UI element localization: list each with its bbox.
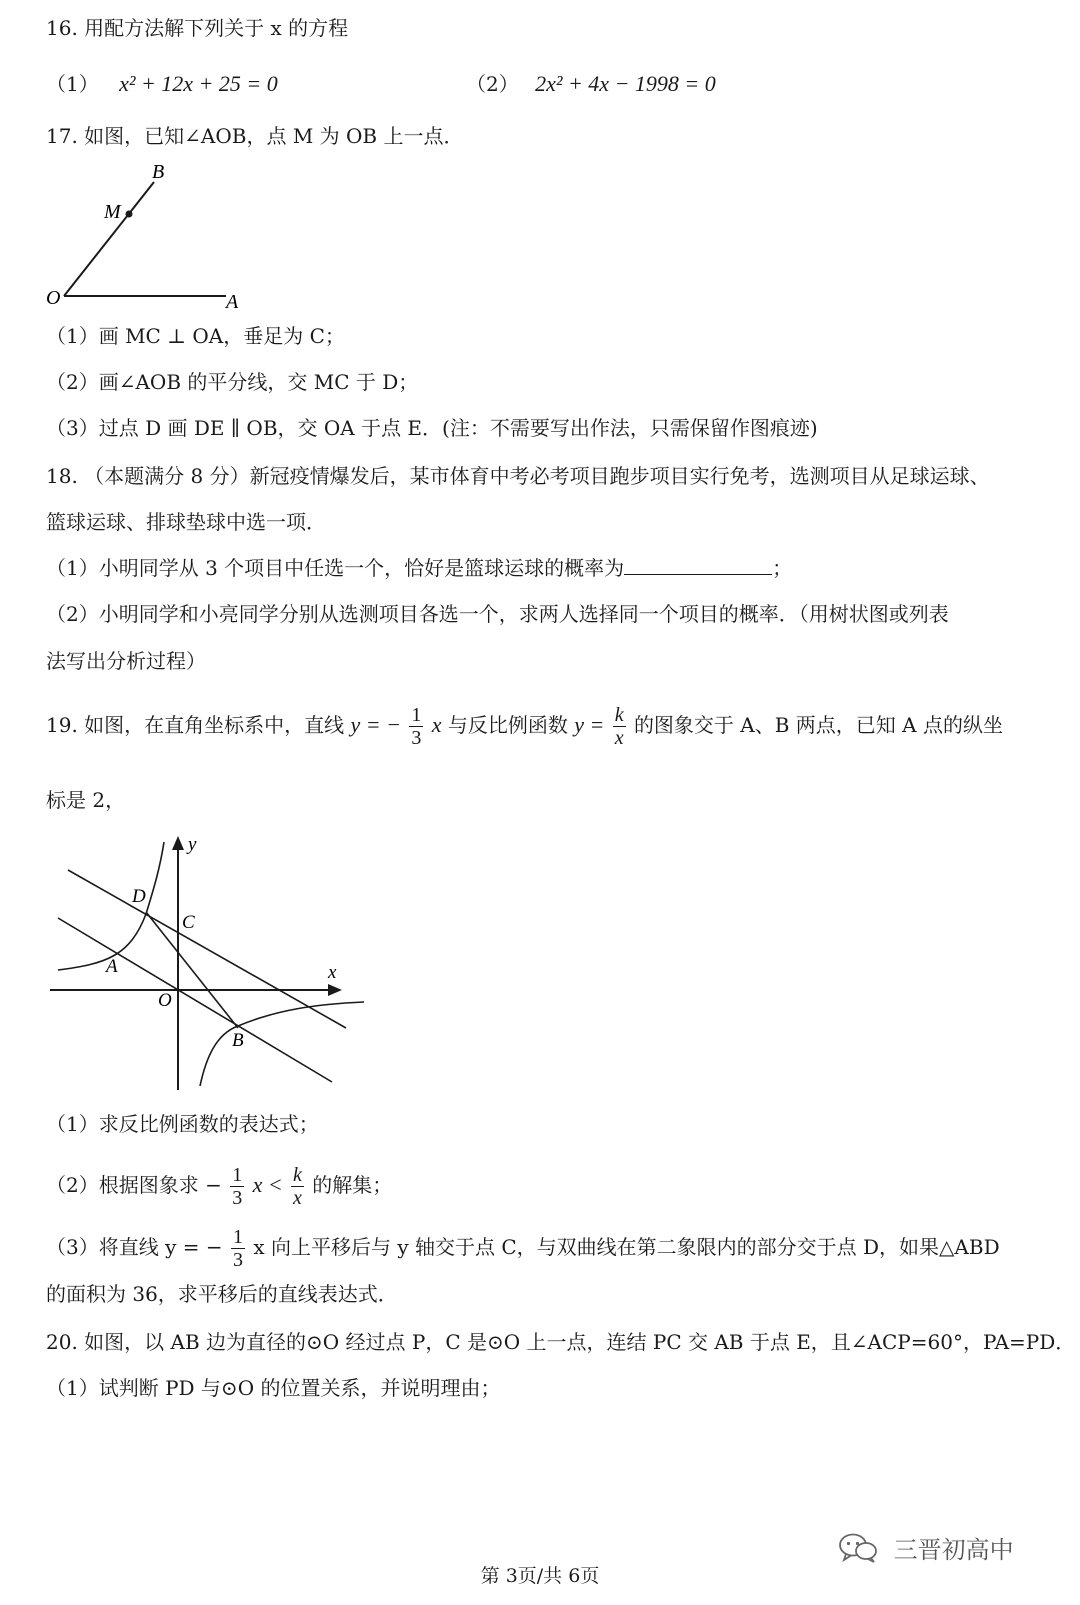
label-a: A <box>106 956 118 977</box>
fraction-numerator: 1 <box>232 1164 243 1186</box>
y-axis-arrow <box>172 836 184 850</box>
answer-blank <box>624 554 772 575</box>
q18-part2-line1: （2）小明同学和小亮同学分别从选测项目各选一个，求两人选择同一个项目的概率．（用树状图或列表 <box>46 602 949 626</box>
q16-title: 16. 用配方法解下列关于 x 的方程 <box>46 16 349 40</box>
label-y: y <box>188 834 197 855</box>
q19-eq2-left: y = <box>574 712 605 737</box>
ray-ob <box>64 182 154 296</box>
q19-part2-label: （2）根据图象求 − <box>46 1173 222 1197</box>
fraction-denominator: x <box>293 1187 302 1209</box>
q19-line2: 标是 2， <box>46 788 126 812</box>
fraction-numerator: k <box>293 1164 302 1186</box>
q19-eq1-fraction <box>409 704 423 749</box>
q19-eq2-fraction <box>613 704 626 749</box>
fraction-denominator: x <box>614 727 624 749</box>
q19-part2 <box>46 1164 392 1209</box>
q17-part3: （3）过点 D 画 DE ∥ OB，交 OA 于点 E．(注：不需要写出作法，只需保留作图痕迹) <box>46 416 818 440</box>
q19-eq1-right: x <box>431 712 442 737</box>
hyperbola-branch-2 <box>58 842 164 970</box>
q18-part1-end: ； <box>772 556 793 580</box>
q19-part2-tail: 的解集； <box>312 1173 393 1197</box>
q20-title: 20. 如图，以 AB 边为直径的⊙O 经过点 P，C 是⊙O 上一点，连结 PC 交 AB 于点 E，且∠ACP=60°，PA=PD． <box>46 1330 1076 1354</box>
q19-part3-fraction <box>231 1226 245 1271</box>
q16-part2-equation: 2x² + 4x − 1998 = 0 <box>535 71 716 96</box>
fraction-numerator: 1 <box>232 1226 243 1248</box>
label-b: B <box>152 161 165 183</box>
q19-line1 <box>46 704 1003 749</box>
q17-title: 17. 如图，已知∠AOB，点 M 为 OB 上一点． <box>46 124 464 148</box>
hyperbola-branch-4 <box>200 1002 364 1086</box>
q19-mid: 与反比例函数 <box>447 713 575 737</box>
q17-part1: （1）画 MC ⊥ OA，垂足为 C； <box>46 324 345 348</box>
q20-part1: （1）试判断 PD 与⊙O 的位置关系，并说明理由； <box>46 1376 501 1400</box>
label-x: x <box>328 962 337 983</box>
q16-part1-label: （1） <box>46 72 99 96</box>
label-m: M <box>104 201 121 223</box>
watermark-text: 三晋初高中 <box>893 1536 1014 1564</box>
label-c: C <box>182 912 195 933</box>
q16-part2-label: （2） <box>466 72 519 96</box>
label-o: O <box>158 990 172 1011</box>
q19-coordinate-figure <box>46 828 370 1092</box>
label-a: A <box>226 291 239 313</box>
q19-part3-line2: 的面积为 36，求平移后的直线表达式． <box>46 1282 398 1306</box>
q19-lead: 19. 如图，在直角坐标系中，直线 <box>46 713 351 737</box>
q17-angle-figure <box>40 158 260 318</box>
fraction-denominator: 3 <box>411 727 422 749</box>
fraction-denominator: 3 <box>232 1187 243 1209</box>
q19-tail: 的图象交于 A、B 两点，已知 A 点的纵坐 <box>633 713 1003 737</box>
x-axis-arrow <box>328 984 342 996</box>
q19-part3-label: （3）将直线 y = − <box>46 1235 223 1259</box>
q17-part2: （2）画∠AOB 的平分线，交 MC 于 D； <box>46 370 419 394</box>
q18-line1: 18. （本题满分 8 分）新冠疫情爆发后，某市体育中考必考项目跑步项目实行免考，选测项目从足球运球、 <box>46 464 990 488</box>
q19-part2-fraction-1 <box>230 1164 244 1209</box>
label-o: O <box>46 287 61 309</box>
point-m <box>126 211 133 218</box>
q16-part1 <box>46 70 278 98</box>
q18-part2-line2: 法写出分析过程） <box>46 649 206 673</box>
q18-line2: 篮球运球、排球垫球中选一项． <box>46 510 326 534</box>
page-footer: 第 3页/共 6页 <box>480 1565 600 1587</box>
q16-part1-equation: x² + 12x + 25 = 0 <box>119 71 278 96</box>
q19-part2-fraction-2 <box>291 1164 304 1209</box>
label-d: D <box>132 886 146 907</box>
label-b: B <box>232 1030 244 1051</box>
q19-part3 <box>46 1226 1000 1271</box>
fraction-numerator: 1 <box>411 704 422 726</box>
q19-part3-tail: x 向上平移后与 y 轴交于点 C，与双曲线在第二象限内的部分交于点 D，如果△ABD <box>253 1235 1000 1259</box>
q18-part1 <box>46 554 792 582</box>
q19-part2-mid: x < <box>252 1172 283 1197</box>
fraction-denominator: 3 <box>232 1249 243 1271</box>
fraction-numerator: k <box>614 704 624 726</box>
q19-part1: （1）求反比例函数的表达式； <box>46 1112 319 1136</box>
q16-part2 <box>466 70 716 98</box>
q19-eq1-left: y = − <box>350 712 401 737</box>
q18-part1-text: （1）小明同学从 3 个项目中任选一个，恰好是篮球运球的概率为 <box>46 556 625 580</box>
